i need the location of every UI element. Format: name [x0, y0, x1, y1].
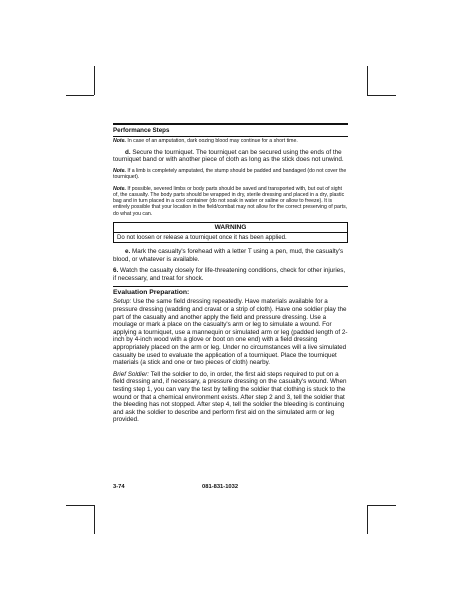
note-text: In case of an amputation, dark oozing blood may continue for a short time. — [125, 137, 298, 144]
note-text: If a limb is completely amputated, the stump should be padded and bandaged (do not cover the tourniquet). — [113, 167, 347, 181]
top-rule — [113, 123, 348, 125]
eval-rule — [113, 286, 348, 287]
brief-soldier-paragraph — [113, 371, 348, 424]
step-6 — [113, 267, 348, 282]
crop-mark-bottom-right-horizontal — [367, 505, 396, 506]
header-rule — [113, 136, 348, 137]
warning-text: Do not loosen or release a tourniquet once it has been applied. — [117, 234, 287, 242]
step-d — [113, 149, 348, 164]
crop-mark-top-right-horizontal — [367, 95, 396, 96]
crop-mark-top-left-vertical — [94, 66, 95, 95]
crop-mark-top-right-vertical — [367, 66, 368, 95]
warning-box — [113, 222, 348, 243]
step-6-label: 6. — [113, 267, 119, 275]
setup-paragraph — [113, 298, 348, 366]
page-content — [113, 123, 348, 428]
step-e-label: e. — [125, 248, 131, 256]
brief-soldier-text: Tell the soldier to do, in order, the first aid steps required to put on a field dressing and, if necessary, a pressure dressing on the casualty's wound. When testing step 1, you can vary the test by telling the soldier that clothing is stuck to the wound or that a chemical environment exists. After step 2 and 3, tell the soldier that the bleeding has not stopped. After step 4, tell the soldier the bleeding is continuing and ask the soldier to describe and perform first aid on the simulated arm or leg provided. — [113, 370, 347, 424]
note-label: Note. — [113, 137, 126, 144]
note-amputation — [113, 138, 348, 144]
warning-title: WARNING — [114, 223, 347, 233]
setup-text: Use the same field dressing repeatedly. Have materials available for a pressure dressing (wadding and cravat or a strip of cloth). Have one soldier play the part of the casualty and another apply the field and pressure dressing. Use a moulage or mark a place on the casualty's arm or leg to simulate a wound. For applying a tourniquet, use a mannequin or simulated arm or leg (padded length of 2-inch by 4-inch wood with a glove or boot on one end) with a field dressing appropriately placed on the arm or leg. Under no circumstances will a live simulated casualty be used to evaluate the application of a tourniquet. Place the tourniquet materials (a stick and one or two pieces of cloth) nearby. — [113, 298, 348, 367]
crop-mark-bottom-left-horizontal — [66, 505, 94, 506]
step-6-text: Watch the casualty closely for life-threatening conditions, check for other injuries, if necessary, and treat for shock. — [113, 267, 346, 282]
note-label: Note. — [113, 185, 126, 192]
brief-soldier-label: Brief Soldier: — [113, 370, 150, 378]
note-label: Note. — [113, 167, 126, 174]
crop-mark-top-left-horizontal — [66, 95, 94, 96]
step-d-text: Secure the tourniquet. The tourniquet can be secured using the ends of the tourniquet band or with another piece of cloth as long as the stick does not unwind. — [113, 148, 344, 164]
document-number: 081-831-1032 — [202, 484, 239, 490]
step-e-text: Mark the casualty's forehead with a letter T using a pen, mud, the casualty's blood, or whatever is available. — [113, 248, 344, 263]
setup-label: Setup: — [113, 298, 132, 306]
section-header: Performance Steps — [113, 126, 170, 134]
note-text: If possible, severed limbs or body parts should be saved and transported with, but out of sight of, the casualty. The body parts should be wrapped in dry, sterile dressing and placed in a dry, plastic bag and in turn placed in a cool container (do not soak in water or saline or allow to freeze). It is entirely possible that your location in the field/combat may not allow for the correct preserving of parts, do what you can. — [113, 185, 348, 217]
note-severed-limbs — [113, 186, 348, 217]
crop-mark-bottom-right-vertical — [367, 505, 368, 534]
crop-mark-bottom-left-vertical — [94, 505, 95, 534]
step-e — [113, 248, 348, 263]
note-stump — [113, 168, 348, 181]
page-number: 3-74 — [113, 484, 125, 490]
evaluation-header: Evaluation Preparation: — [113, 289, 190, 297]
step-d-label: d. — [125, 148, 131, 156]
